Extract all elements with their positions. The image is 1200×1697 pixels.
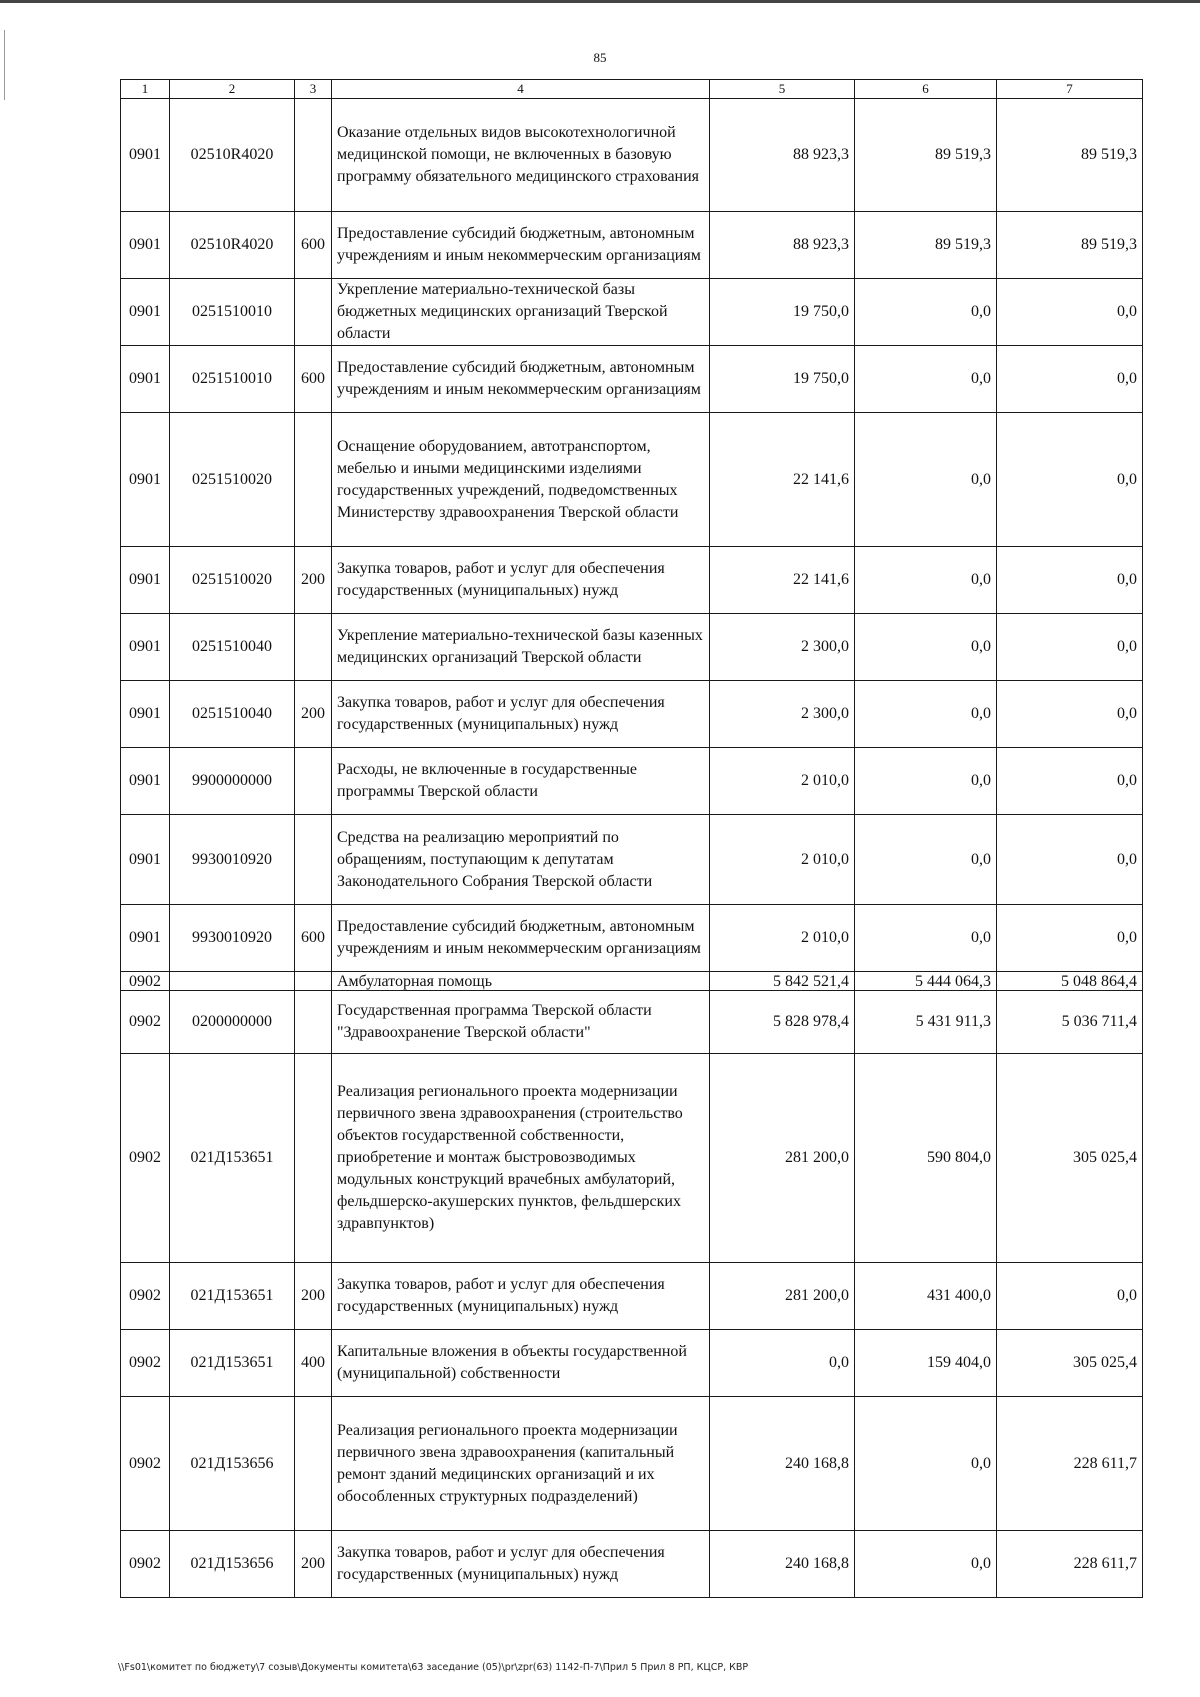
amount-col5: 2 300,0 (710, 681, 855, 748)
target-article-code: 0251510040 (170, 614, 295, 681)
amount-col5: 240 168,8 (710, 1397, 855, 1531)
item-name: Укрепление материально-технической базы казенных медицинских организаций Тверской области (332, 614, 710, 681)
amount-col7: 305 025,4 (997, 1054, 1143, 1263)
amount-col7: 0,0 (997, 413, 1143, 547)
item-name: Укрепление материально-технической базы бюджетных медицинских организаций Тверской области (332, 279, 710, 346)
section-code: 0902 (121, 1263, 170, 1330)
section-code: 0902 (121, 1054, 170, 1263)
amount-col6: 0,0 (855, 681, 997, 748)
expense-type-code (295, 99, 332, 212)
expense-type-code (295, 614, 332, 681)
section-code: 0901 (121, 346, 170, 413)
amount-col6: 89 519,3 (855, 212, 997, 279)
column-number: 2 (170, 80, 295, 99)
table-row (121, 972, 1143, 991)
table-row (121, 279, 1143, 346)
amount-col7: 228 611,7 (997, 1397, 1143, 1531)
section-code: 0902 (121, 1397, 170, 1531)
item-name: Закупка товаров, работ и услуг для обеспечения государственных (муниципальных) нужд (332, 1531, 710, 1598)
scan-top-edge (0, 0, 1200, 3)
target-article-code: 0251510020 (170, 413, 295, 547)
amount-col6: 0,0 (855, 748, 997, 815)
section-code: 0902 (121, 1531, 170, 1598)
table-row (121, 748, 1143, 815)
expense-type-code (295, 413, 332, 547)
item-name: Реализация регионального проекта модернизации первичного звена здравоохранения (капитальный ремонт зданий медицинских организаций и их обособленных структурных подразделений) (332, 1397, 710, 1531)
section-code: 0901 (121, 99, 170, 212)
section-code: 0901 (121, 681, 170, 748)
amount-col7: 0,0 (997, 614, 1143, 681)
column-number: 5 (710, 80, 855, 99)
table-row (121, 413, 1143, 547)
amount-col6: 0,0 (855, 279, 997, 346)
expense-type-code (295, 1054, 332, 1263)
amount-col5: 281 200,0 (710, 1263, 855, 1330)
item-name: Государственная программа Тверской области "Здравоохранение Тверской области" (332, 991, 710, 1054)
item-name: Амбулаторная помощь (332, 972, 710, 991)
amount-col6: 0,0 (855, 905, 997, 972)
expense-type-code: 200 (295, 547, 332, 614)
amount-col6: 5 444 064,3 (855, 972, 997, 991)
section-code: 0902 (121, 1330, 170, 1397)
column-number: 1 (121, 80, 170, 99)
amount-col6: 5 431 911,3 (855, 991, 997, 1054)
amount-col7: 0,0 (997, 905, 1143, 972)
amount-col6: 0,0 (855, 1531, 997, 1598)
item-name: Капитальные вложения в объекты государственной (муниципальной) собственности (332, 1330, 710, 1397)
amount-col6: 0,0 (855, 547, 997, 614)
amount-col5: 2 300,0 (710, 614, 855, 681)
table-row (121, 212, 1143, 279)
table-row (121, 1054, 1143, 1263)
amount-col5: 2 010,0 (710, 815, 855, 905)
amount-col7: 0,0 (997, 1263, 1143, 1330)
expense-type-code: 600 (295, 905, 332, 972)
amount-col5: 88 923,3 (710, 99, 855, 212)
item-name: Предоставление субсидий бюджетным, автономным учреждениям и иным некоммерческим организациям (332, 346, 710, 413)
target-article-code: 9930010920 (170, 905, 295, 972)
amount-col6: 0,0 (855, 614, 997, 681)
target-article-code: 021Д153651 (170, 1054, 295, 1263)
table-row (121, 99, 1143, 212)
amount-col5: 5 842 521,4 (710, 972, 855, 991)
target-article-code: 0200000000 (170, 991, 295, 1054)
section-code: 0902 (121, 972, 170, 991)
table-row (121, 681, 1143, 748)
table-row (121, 1263, 1143, 1330)
amount-col7: 0,0 (997, 748, 1143, 815)
amount-col5: 22 141,6 (710, 413, 855, 547)
amount-col7: 0,0 (997, 815, 1143, 905)
target-article-code: 021Д153656 (170, 1397, 295, 1531)
amount-col7: 0,0 (997, 279, 1143, 346)
target-article-code: 02510R4020 (170, 99, 295, 212)
column-number: 6 (855, 80, 997, 99)
item-name: Средства на реализацию мероприятий по обращениям, поступающим к депутатам Законодательного Собрания Тверской области (332, 815, 710, 905)
expense-type-code (295, 1397, 332, 1531)
section-code: 0901 (121, 279, 170, 346)
target-article-code: 9930010920 (170, 815, 295, 905)
expense-type-code: 200 (295, 681, 332, 748)
table-row (121, 1330, 1143, 1397)
target-article-code (170, 972, 295, 991)
target-article-code: 021Д153656 (170, 1531, 295, 1598)
scan-left-mark (4, 30, 5, 100)
section-code: 0901 (121, 614, 170, 681)
amount-col5: 22 141,6 (710, 547, 855, 614)
amount-col5: 5 828 978,4 (710, 991, 855, 1054)
target-article-code: 0251510010 (170, 279, 295, 346)
item-name: Закупка товаров, работ и услуг для обеспечения государственных (муниципальных) нужд (332, 1263, 710, 1330)
amount-col5: 19 750,0 (710, 346, 855, 413)
amount-col6: 0,0 (855, 413, 997, 547)
expense-type-code: 200 (295, 1263, 332, 1330)
expense-type-code (295, 972, 332, 991)
footer-file-path: \\Fs01\комитет по бюджету\7 созыв\Документы комитета\63 заседание (05)\pr\zpr(63) 1142-П-7\Прил 5 Прил 8 РП, КЦСР, КВР (118, 1662, 749, 1673)
amount-col7: 89 519,3 (997, 99, 1143, 212)
item-name: Реализация регионального проекта модернизации первичного звена здравоохранения (строительство объектов государственной собственности, приобретение и монтаж быстровозводимых модульных конструкций врачебных амбулаторий, фельдшерско-акушерских пунктов, фельдшерских здравпунктов) (332, 1054, 710, 1263)
expense-type-code: 600 (295, 346, 332, 413)
item-name: Закупка товаров, работ и услуг для обеспечения государственных (муниципальных) нужд (332, 681, 710, 748)
table-row (121, 905, 1143, 972)
section-code: 0901 (121, 905, 170, 972)
table-row (121, 547, 1143, 614)
column-number-row (121, 80, 1143, 99)
budget-table (120, 79, 1143, 1598)
amount-col5: 281 200,0 (710, 1054, 855, 1263)
target-article-code: 02510R4020 (170, 212, 295, 279)
section-code: 0902 (121, 991, 170, 1054)
expense-type-code (295, 279, 332, 346)
table-row (121, 1397, 1143, 1531)
item-name: Расходы, не включенные в государственные программы Тверской области (332, 748, 710, 815)
column-number: 3 (295, 80, 332, 99)
amount-col7: 228 611,7 (997, 1531, 1143, 1598)
target-article-code: 0251510010 (170, 346, 295, 413)
column-number: 7 (997, 80, 1143, 99)
amount-col7: 0,0 (997, 681, 1143, 748)
table-row (121, 815, 1143, 905)
amount-col7: 5 048 864,4 (997, 972, 1143, 991)
amount-col6: 0,0 (855, 346, 997, 413)
expense-type-code: 200 (295, 1531, 332, 1598)
amount-col7: 89 519,3 (997, 212, 1143, 279)
amount-col5: 240 168,8 (710, 1531, 855, 1598)
section-code: 0901 (121, 547, 170, 614)
amount-col6: 431 400,0 (855, 1263, 997, 1330)
amount-col5: 19 750,0 (710, 279, 855, 346)
item-name: Предоставление субсидий бюджетным, автономным учреждениям и иным некоммерческим организациям (332, 212, 710, 279)
section-code: 0901 (121, 748, 170, 815)
target-article-code: 021Д153651 (170, 1263, 295, 1330)
item-name: Закупка товаров, работ и услуг для обеспечения государственных (муниципальных) нужд (332, 547, 710, 614)
expense-type-code: 400 (295, 1330, 332, 1397)
expense-type-code (295, 815, 332, 905)
amount-col6: 89 519,3 (855, 99, 997, 212)
target-article-code: 0251510020 (170, 547, 295, 614)
column-number: 4 (332, 80, 710, 99)
amount-col5: 88 923,3 (710, 212, 855, 279)
expense-type-code (295, 748, 332, 815)
item-name: Оказание отдельных видов высокотехнологичной медицинской помощи, не включенных в базовую программу обязательного медицинского страхования (332, 99, 710, 212)
target-article-code: 9900000000 (170, 748, 295, 815)
table-row (121, 346, 1143, 413)
table-row (121, 1531, 1143, 1598)
expense-type-code (295, 991, 332, 1054)
section-code: 0901 (121, 815, 170, 905)
section-code: 0901 (121, 413, 170, 547)
amount-col7: 0,0 (997, 346, 1143, 413)
table-row (121, 614, 1143, 681)
amount-col6: 0,0 (855, 1397, 997, 1531)
amount-col5: 2 010,0 (710, 905, 855, 972)
amount-col6: 159 404,0 (855, 1330, 997, 1397)
target-article-code: 021Д153651 (170, 1330, 295, 1397)
section-code: 0901 (121, 212, 170, 279)
amount-col6: 0,0 (855, 815, 997, 905)
amount-col5: 2 010,0 (710, 748, 855, 815)
amount-col7: 305 025,4 (997, 1330, 1143, 1397)
expense-type-code: 600 (295, 212, 332, 279)
amount-col7: 5 036 711,4 (997, 991, 1143, 1054)
amount-col5: 0,0 (710, 1330, 855, 1397)
target-article-code: 0251510040 (170, 681, 295, 748)
page-number: 85 (593, 50, 607, 65)
table-row (121, 991, 1143, 1054)
amount-col7: 0,0 (997, 547, 1143, 614)
item-name: Оснащение оборудованием, автотранспортом, мебелью и иными медицинскими изделиями государственных учреждений, подведомственных Министерству здравоохранения Тверской области (332, 413, 710, 547)
amount-col6: 590 804,0 (855, 1054, 997, 1263)
item-name: Предоставление субсидий бюджетным, автономным учреждениям и иным некоммерческим организациям (332, 905, 710, 972)
